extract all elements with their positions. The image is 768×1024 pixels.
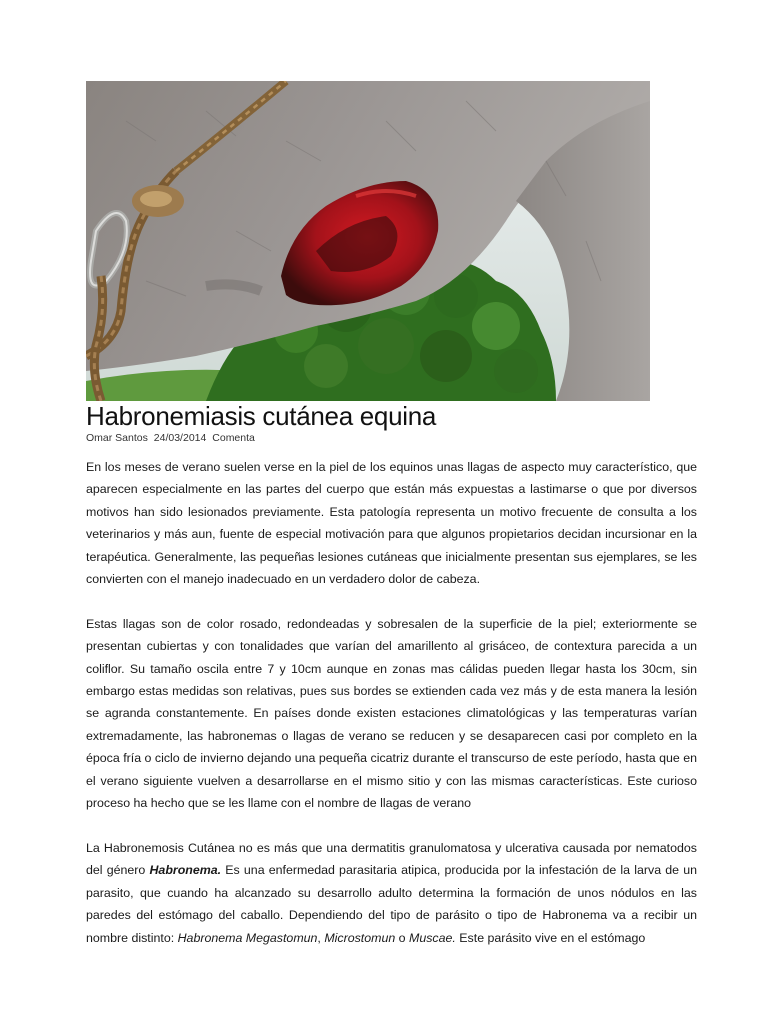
paragraph-text: Es una enfermedad parasitaria atipica, producida por la infestación de la larva de un parasito, que cuando ha alcanzado su desarrollo adulto determina la formación de unos nódulos en las paredes del estómago del caballo. Dependiendo del tipo de parásito o tipo de Habronema va a recibir un nombre distinto:: [86, 863, 697, 945]
paragraph-1: [86, 456, 697, 590]
comment-link[interactable]: Comenta: [212, 432, 255, 444]
paragraph-2: [86, 613, 697, 815]
species-name: Habronema Megastomun: [177, 930, 318, 945]
paragraph-text: Este parásito vive en el estómago: [455, 930, 646, 945]
paragraph-text: Estas llagas son de color rosado, redondeadas y sobresalen de la superficie de la piel; exteriormente se presentan cubiertas y con tonalidades que varían del amarillento al grisáceo, de contextura parecida a un coliflor. Su tamaño oscila entre 7 y 10cm aunque en zonas mas cálidas pueden llegar hasta los 30cm, sin embargo estas medidas son relativas, pues sus bordes se extienden cada vez más y de esta manera la lesión se agranda constantemente. En países donde existen estaciones climatológicas y las temperaturas varían extremadamente, las habronemas o llagas de verano se reducen y se desaparecen casi por completo en la época fría o ciclo de invierno dejando una pequeña cicatriz durante el transcurso de este período, hasta que en el verano siguiente vuelven a desarrollarse en el mismo sitio y con las mismas características. Este curioso proceso ha hecho que se les llame con el nombre de llagas de verano: [86, 616, 697, 811]
horse-wound-photo: [86, 81, 650, 401]
paragraph-text: ,: [317, 930, 325, 945]
article-body: [86, 456, 697, 971]
paragraph-text: En los meses de verano suelen verse en la piel de los equinos unas llagas de aspecto muy característico, que aparecen especialmente en las partes del cuerpo que están más expuestas a lastimarse o que por diversos motivos han sido lesionados previamente. Esta patología representa un motivo frecuente de consulta a los veterinarios y más aun, fuente de especial motivación para que algunos propietarios decidan incursionar en la terapéutica. Generalmente, las pequeñas lesiones cutáneas que inicialmente presentan sus ejemplares, se les convierten con el manejo inadecuado en un verdadero dolor de cabeza.: [86, 460, 697, 587]
paragraph-text: La Habronemosis Cutánea no es más que una dermatitis granulomatosa y ulcerativa causada por nematodos del género: [86, 840, 697, 878]
article-photo: [86, 81, 650, 401]
publish-date: 24/03/2014: [153, 432, 207, 444]
article-title: Habronemiasis cutánea equina: [86, 401, 437, 431]
genus-name-bold: Habronema.: [149, 863, 222, 878]
paragraph-3: [86, 837, 697, 949]
author-link[interactable]: Omar Santos: [86, 432, 148, 444]
species-name: Microstomun: [324, 930, 396, 945]
paragraph-text: o: [395, 930, 410, 945]
species-name: Muscae.: [409, 930, 456, 945]
article-meta: [86, 432, 255, 444]
